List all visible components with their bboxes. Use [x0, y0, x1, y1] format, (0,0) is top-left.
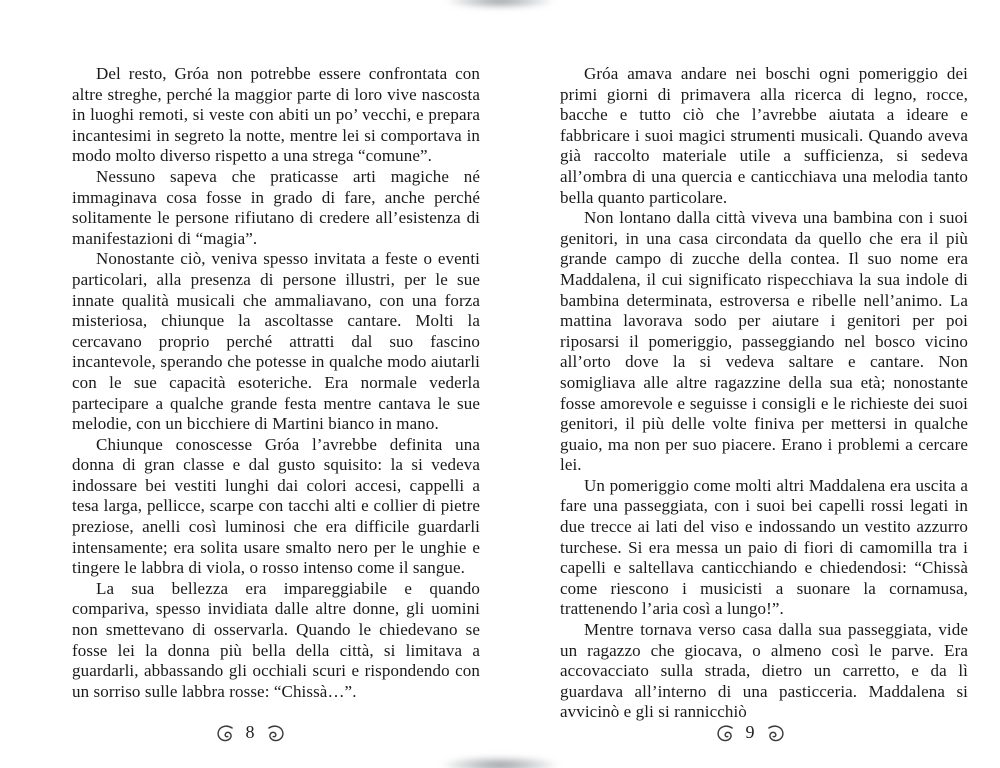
swirl-ornament-left-icon: [716, 725, 735, 742]
paragraph: Un pomeriggio come molti altri Maddalena era uscita a fare una passeggiata, con i suoi bei capelli rossi legati in due trecce ai lati del viso e indossando un vestito azzurro turchese. Si era messa un paio di fiori di camomilla tra i capelli e saltellava canticchiando e chiedendosi: “Chissà come riescono i musicisti a suonare la cornamusa, trattenendo l’aria così a lungo!”.: [560, 475, 968, 619]
page-number-left: 8: [245, 722, 255, 742]
page-number-right: 9: [745, 722, 755, 742]
swirl-ornament-right-icon: [266, 725, 285, 742]
page-right: [500, 0, 1000, 768]
paragraph: La sua bellezza era impareggiabile e quando compariva, spesso invidiata dalle altre donne, gli uomini non smettevano di osservarla. Quando le chiedevano se fosse lei la donna più bella della città, si limitava a guardarli, abbassando gli occhiali scuri e rispondendo con un sorriso sulle labbra rosse: “Chissà…”.: [72, 578, 480, 701]
swirl-ornament-right-icon: [766, 725, 785, 742]
paragraph: Del resto, Gróa non potrebbe essere confrontata con altre streghe, perché la maggior parte di loro vive nascosta in luoghi remoti, si veste con abiti un po’ vecchi, e prepara incantesimi in segreto la notte, mentre lei si comportava in modo molto diverso rispetto a una strega “comune”.: [72, 64, 480, 166]
page-right-footer: [500, 721, 1000, 745]
paragraph: Chiunque conoscesse Gróa l’avrebbe definita una donna di gran classe e dal gusto squisito: la si vedeva indossare bei vestiti lunghi dai colori accesi, cappelli a tesa larga, pellicce, scarpe con tacchi alti e collier di pietre preziose, anelli così luminosi che era difficile guardarli intensamente; era solita usare smalto nero per le unghie e tingere le labbra di viola, o rosso intenso come il sangue.: [72, 434, 480, 578]
page-left-footer: [0, 721, 500, 745]
paragraph: Non lontano dalla città viveva una bambina con i suoi genitori, in una casa circondata da quello che era il più grande campo di zucche della contea. Il suo nome era Maddalena, il cui significato rispecchiava la sua indole di bambina determinata, estroversa e ribelle nell’animo. La mattina lavorava sodo per aiutare i genitori per poi riposarsi il pomeriggio, passeggiando nel bosco vicino all’orto dove la si vedeva saltare e cantare. Non somigliava alle altre ragazzine della sua età; nonostante fosse amorevole e seguisse i consigli e le richieste dei suoi genitori, il più delle volte finiva per mettersi in qualche guaio, ma non per suo piacere. Erano i problemi a cercare lei.: [560, 208, 968, 475]
paragraph: Nessuno sapeva che praticasse arti magiche né immaginava cosa fosse in grado di fare, anche perché solitamente le persone rifiutano di credere all’esistenza di manifestazioni di “magia”.: [72, 166, 480, 248]
page-left-text: [72, 64, 480, 702]
paragraph: Nonostante ciò, veniva spesso invitata a feste o eventi particolari, alla presenza di persone illustri, per le sue innate qualità musicali che ammaliavano, con una forza misteriosa, chiunque la ascoltasse cantare. Molti la cercavano proprio perché attratti dal suo fascino incantevole, sperando che potesse in qualche modo aiutarli con le sue capacità esoteriche. Era normale vederla partecipare a qualche grande festa mentre cantava le sue melodie, con un bicchiere di Martini bianco in mano.: [72, 249, 480, 434]
page-right-text: [560, 64, 968, 723]
swirl-ornament-left-icon: [216, 725, 235, 742]
paragraph: Mentre tornava verso casa dalla sua passeggiata, vide un ragazzo che giocava, o almeno così le parve. Era accovacciato sulla strada, dietro un carretto, e da lì guardava all’interno di una pasticceria. Maddalena si avvicinò e gli si rannicchiò: [560, 620, 968, 722]
paragraph: Gróa amava andare nei boschi ogni pomeriggio dei primi giorni di primavera alla ricerca di legno, rocce, bacche e tutto ciò che l’avrebbe aiutata a ideare e fabbricare i suoi magici strumenti musicali. Quando aveva già raccolto materiale utile a sufficienza, si sedeva all’ombra di una quercia e canticchiava una melodia tanto bella quanto particolare.: [560, 64, 968, 207]
